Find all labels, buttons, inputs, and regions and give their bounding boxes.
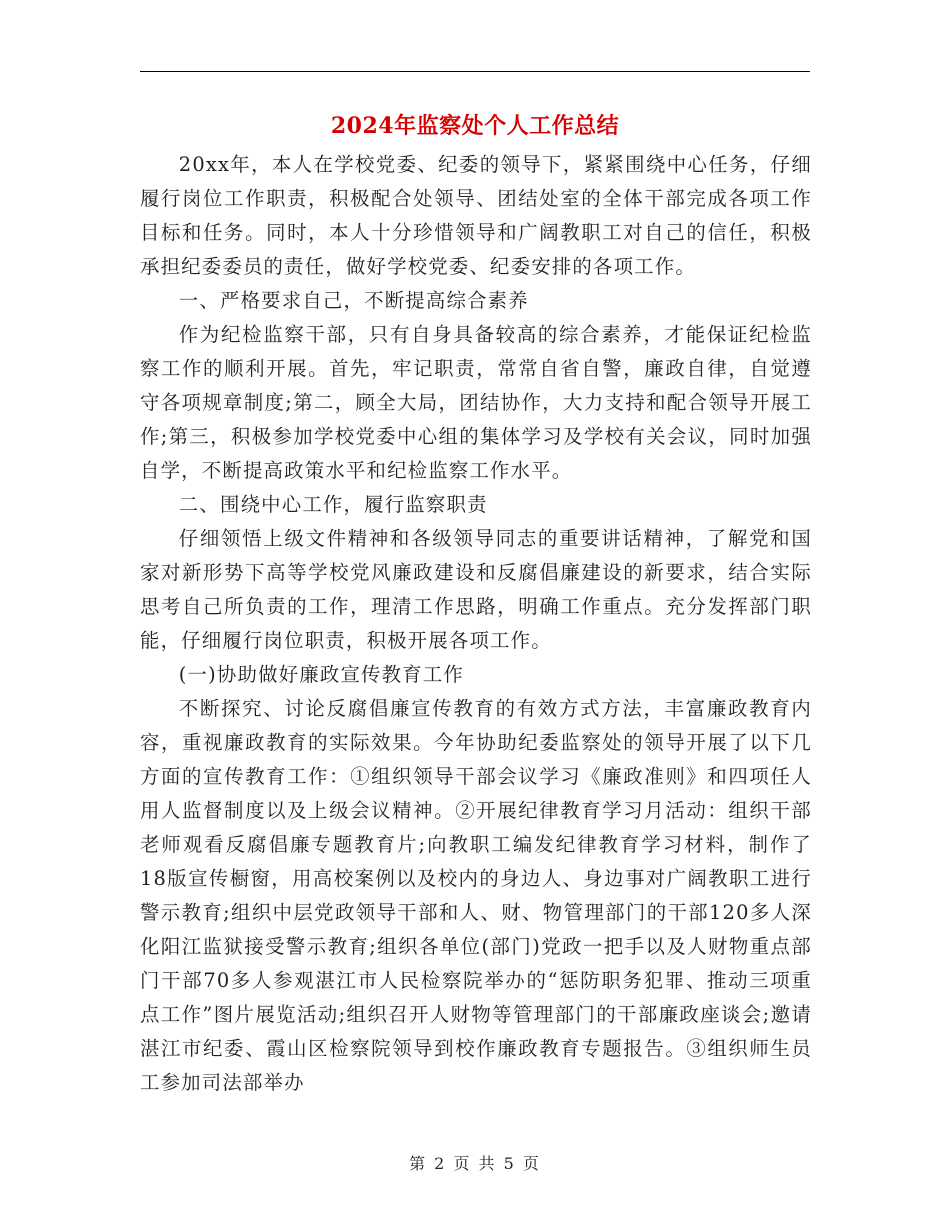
paragraph-intro: 20xx年，本人在学校党委、纪委的领导下，紧紧围绕中心任务，仔细履行岗位工作职责，积极配合处领导、团结处室的全体干部完成各项工作目标和任务。同时，本人十分珍惜领导和广阔教职工对自己的信任，积极承担纪委委员的责任，做好学校党委、纪委安排的各项工作。 [140, 153, 812, 278]
document-title: 2024年监察处个人工作总结 [330, 113, 620, 139]
paragraph-section-1: 作为纪检监察干部，只有自身具备较高的综合素养，才能保证纪检监察工作的顺利开展。首先，牢记职责，常常自省自警，廉政自律，自觉遵守各项规章制度;第二，顾全大局，团结协作，大力支持和配合领导开展工作;第三，积极参加学校党委中心组的集体学习及学校有关会议，同时加强自学，不断提高政策水平和纪检监察工作水平。 [140, 323, 812, 482]
document-body [140, 148, 812, 1100]
header-rule [140, 71, 810, 72]
paragraph-section-2: 仔细领悟上级文件精神和各级领导同志的重要讲话精神，了解党和国家对新形势下高等学校党风廉政建设和反腐倡廉建设的新要求，结合实际思考自己所负责的工作，理清工作思路，明确工作重点。充分发挥部门职能，仔细履行岗位职责，积极开展各项工作。 [140, 527, 812, 652]
section-heading-1: 一、严格要求自己，不断提高综合素养 [178, 289, 529, 312]
section-heading-2: 二、围绕中心工作，履行监察职责 [178, 493, 488, 516]
page-footer: 第 2 页 共 5 页 [409, 1154, 541, 1173]
paragraph-subsection-1: 不断探究、讨论反腐倡廉宣传教育的有效方式方法，丰富廉政教育内容，重视廉政教育的实际效果。今年协助纪委监察处的领导开展了以下几方面的宣传教育工作：①组织领导干部会议学习《廉政准则》和四项任人用人监督制度以及上级会议精神。②开展纪律教育学习月活动：组织干部老师观看反腐倡廉专题教育片;向教职工编发纪律教育学习材料，制作了18版宣传橱窗，用高校案例以及校内的身边人、身边事对广阔教职工进行警示教育;组织中层党政领导干部和人、财、物管理部门的干部120多人深化阳江监狱接受警示教育;组织各单位(部门)党政一把手以及人财物重点部门干部70多人参观湛江市人民检察院举办的“惩防职务犯罪、推动三项重点工作”图片展览活动;组织召开人财物等管理部门的干部廉政座谈会;邀请湛江市纪委、霞山区检察院领导到校作廉政教育专题报告。③组织师生员工参加司法部举办 [140, 697, 812, 1094]
subsection-heading-1: (一)协助做好廉政宣传教育工作 [178, 663, 465, 686]
